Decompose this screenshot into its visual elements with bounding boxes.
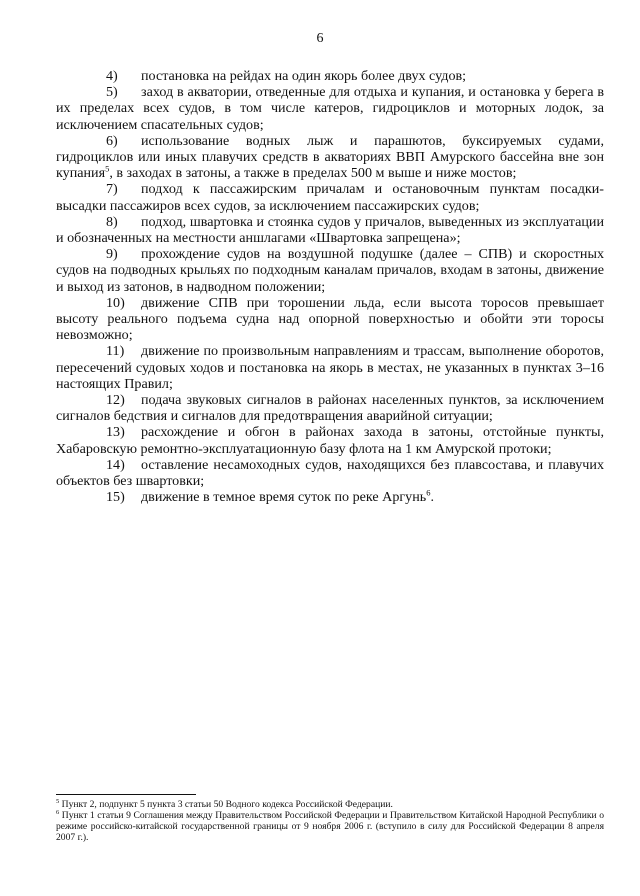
item-number: 11) bbox=[106, 343, 125, 360]
item-number: 4) bbox=[106, 68, 118, 84]
item-text: постановка на рейдах на один якорь более двух судов; bbox=[141, 68, 467, 84]
item-text: прохождение судов на воздушной подушке (далее – СПВ) и скоростных судов на подводных крыльях по подходным каналам причалов, входам в затоны, движение и выход из затонов, в надводном положении; bbox=[56, 246, 604, 295]
list-item bbox=[56, 392, 604, 424]
item-number: 7) bbox=[106, 181, 118, 198]
footnote-mark: 5 bbox=[56, 797, 60, 805]
list-item bbox=[56, 68, 604, 84]
item-text: подход к пассажирским причалам и остановочным пунктам посадки-высадки пассажиров всех судов, за исключением пассажирских судов; bbox=[56, 181, 604, 214]
list-item bbox=[56, 246, 604, 295]
footnote-ref: 5 bbox=[105, 163, 110, 174]
list-item bbox=[56, 181, 604, 213]
item-text: использование водных лыж и парашютов, буксируемых судами, гидроциклов или иных плавучих средств в акваториях ВВП Амурского бассейна вне зон купания bbox=[56, 132, 604, 182]
item-text: оставление несамоходных судов, находящихся без плавсостава, и плавучих объектов без швартовки; bbox=[56, 456, 604, 490]
item-number: 6) bbox=[106, 132, 118, 149]
item-number: 8) bbox=[106, 213, 118, 230]
list-item bbox=[56, 84, 604, 133]
item-number: 13) bbox=[106, 424, 125, 441]
item-number: 10) bbox=[106, 294, 125, 311]
item-number: 5) bbox=[106, 84, 118, 101]
item-text: подача звуковых сигналов в районах населенных пунктов, за исключением сигналов бедствия и сигналов для предотвращения аварийной ситуации; bbox=[56, 392, 604, 425]
prohibitions-list bbox=[56, 68, 604, 505]
footnote-separator bbox=[56, 794, 196, 795]
item-text: подход, швартовка и стоянка судов у причалов, выведенных из эксплуатации и обозначенных на местности аншлагами «Швартовка запрещена»; bbox=[56, 213, 604, 247]
item-text-tail: , в заходах в затоны, а также в пределах 500 м выше и ниже мостов; bbox=[109, 165, 517, 182]
list-item bbox=[56, 457, 604, 489]
item-number: 9) bbox=[106, 246, 118, 263]
list-item bbox=[56, 424, 604, 456]
item-number: 14) bbox=[106, 456, 125, 473]
item-number: 15) bbox=[106, 489, 125, 506]
footnote bbox=[56, 799, 604, 810]
list-item bbox=[56, 133, 604, 182]
item-text: заход в акватории, отведенные для отдыха и купания, и остановка у берега в их пределах всех судов, в том числе катеров, гидроциклов и моторных лодок, за исключением спасательных судов; bbox=[56, 84, 604, 133]
item-text: движение в темное время суток по реке Аргунь bbox=[141, 489, 427, 506]
footnote-ref: 6 bbox=[426, 487, 431, 498]
item-text-tail: . bbox=[430, 489, 434, 506]
footnote bbox=[56, 810, 604, 843]
list-item bbox=[56, 489, 604, 505]
footnote-text: Пункт 2, подпункт 5 пункта 3 статьи 50 Водного кодекса Российской Федерации. bbox=[59, 799, 393, 810]
footnote-mark: 6 bbox=[56, 808, 60, 816]
item-number: 12) bbox=[106, 392, 125, 409]
page-number: 6 bbox=[316, 31, 324, 46]
footnote-text: Пункт 1 статьи 9 Соглашения между Правительством Российской Федерации и Правительством Китайской Народной Республики о режиме российско-китайской государственной границы от 9 ноября 2006 г. (вступило в силу для Российской Федерации 8 апреля 2007 г.). bbox=[56, 810, 604, 843]
list-item bbox=[56, 214, 604, 246]
footnotes bbox=[56, 794, 604, 843]
list-item bbox=[56, 343, 604, 392]
item-text: движение по произвольным направлениям и трассам, выполнение оборотов, пересечений судовых ходов и постановка на якорь в местах, не указанных в пунктах 3–16 настоящих Правил; bbox=[56, 343, 604, 392]
item-text: движение СПВ при торошении льда, если высота торосов превышает высоту реального подъема судна над опорной поверхностью и обойти эти торосы невозможно; bbox=[56, 294, 604, 344]
item-text: расхождение и обгон в районах захода в затоны, отстойные пункты, Хабаровскую ремонтно-эксплуатационную базу флота на 1 км Амурской протоки; bbox=[56, 424, 604, 457]
list-item bbox=[56, 295, 604, 344]
